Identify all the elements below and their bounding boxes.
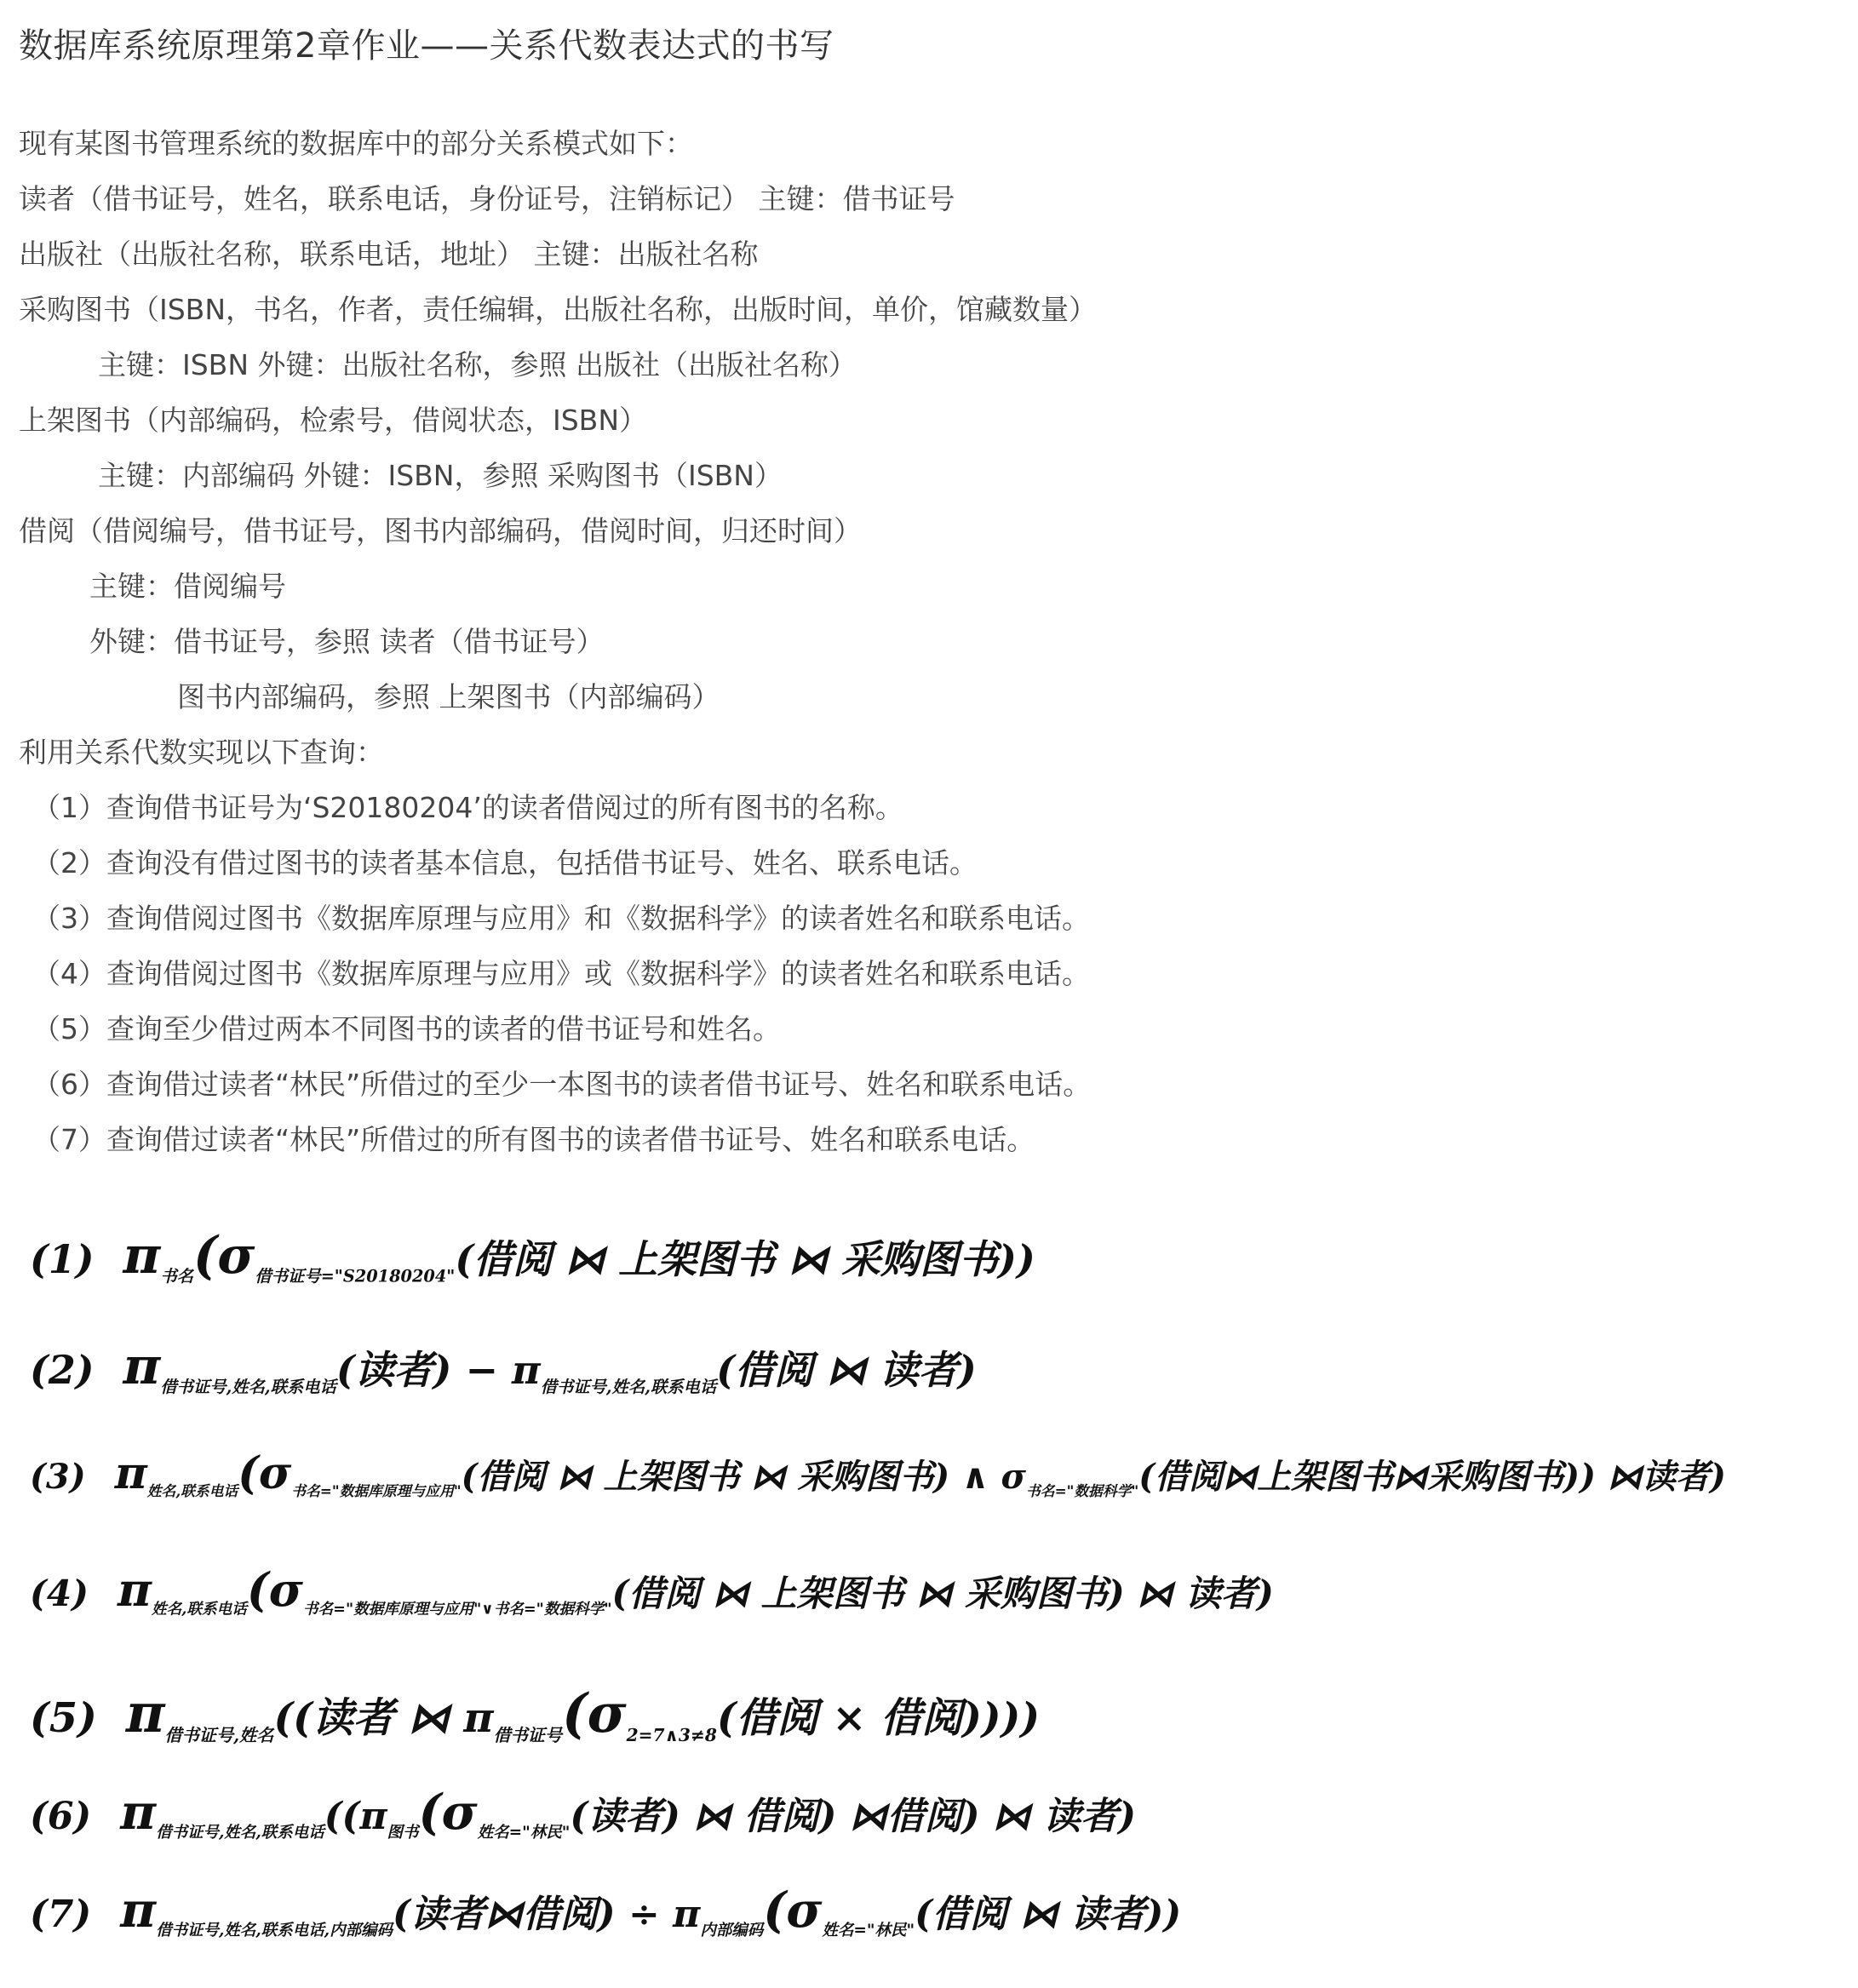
answer-5 [30,1681,1040,1746]
answer-4-number: (4) [30,1573,89,1614]
answer-3-part3: (借阅⋈上架图书⋈采购图书)) ⋈读者) [1138,1457,1726,1497]
intro-text: 现有某图书管理系统的数据库中的部分关系模式如下： [19,127,693,160]
schema-shelved-keys: 主键：内部编码 外键：ISBN，参照 采购图书（ISBN） [98,459,783,492]
answer-5-projection: 借书证号,姓名 [164,1725,274,1746]
answer-6-selection: 姓名="林民" [477,1824,571,1842]
schema-purchased: 采购图书（ISBN，书名，作者，责任编辑，出版社名称，出版时间，单价，馆藏数量） [19,293,1098,326]
answer-4-part2: (借阅 ⋈ 上架图书 ⋈ 采购图书) ⋈ 读者) [611,1573,1274,1614]
answer-1-number: (1) [30,1236,95,1282]
answer-6-part2: (σ [418,1784,478,1841]
pi-symbol: π [114,1447,147,1499]
answer-3-part1: (σ [238,1447,292,1499]
schema-borrow-fk1: 外键：借书证号，参照 读者（借书证号） [89,625,605,658]
answer-3-projection: 姓名,联系电话 [146,1482,238,1500]
schema-purchased-keys: 主键：ISBN 外键：出版社名称，参照 出版社（出版社名称） [98,348,857,381]
pi-symbol: π [123,1226,161,1286]
answer-1 [30,1226,1035,1287]
answer-1-projection: 书名 [160,1266,193,1286]
answer-7-part1: (读者⋈借阅) ÷ π [392,1893,701,1936]
question-3: （3）查询借阅过图书《数据库原理与应用》和《数据科学》的读者姓名和联系电话。 [32,902,1090,935]
question-1: （1）查询借书证号为‘S20180204’的读者借阅过的所有图书的名称。 [32,791,903,824]
query-intro: 利用关系代数实现以下查询： [19,736,384,769]
answer-5-projection2: 借书证号 [493,1725,563,1746]
answer-5-selection: 2=7∧3≠8 [626,1725,717,1746]
answer-7 [30,1882,1181,1940]
pi-symbol: π [125,1681,165,1745]
answer-6-part3: (读者) ⋈ 借阅) ⋈借阅) ⋈ 读者) [570,1795,1137,1838]
answer-5-part3: (借阅 × 借阅)))) [716,1694,1041,1742]
pi-symbol: π [120,1784,157,1841]
schema-borrow: 借阅（借阅编号，借书证号，图书内部编码，借阅时间，归还时间） [19,514,862,547]
pi-symbol: π [117,1562,152,1617]
schema-borrow-fk2: 图书内部编码，参照 上架图书（内部编码） [177,680,720,713]
answer-3-number: (3) [30,1457,86,1497]
question-7: （7）查询借过读者“林民”所借过的所有图书的读者借书证号、姓名和联系电话。 [32,1123,1035,1156]
answer-2 [30,1337,977,1398]
answer-2-projection: 借书证号,姓名,联系电话 [160,1377,336,1397]
answer-2-projection2: 借书证号,姓名,联系电话 [540,1377,717,1397]
answer-1-part1: (σ [192,1226,255,1286]
schema-borrow-pk: 主键：借阅编号 [89,570,286,603]
answer-1-part2: (借阅 ⋈ 上架图书 ⋈ 采购图书)) [455,1236,1035,1282]
answer-6-part1: ((π [324,1795,387,1838]
pi-symbol: π [120,1882,157,1939]
answer-4-projection: 姓名,联系电话 [151,1600,247,1618]
answer-6 [30,1784,1136,1842]
answer-3 [30,1447,1726,1500]
schema-shelved: 上架图书（内部编码，检索号，借阅状态，ISBN） [19,404,648,437]
answer-7-part2: (σ [763,1882,823,1939]
answer-7-part3: (借阅 ⋈ 读者)) [915,1893,1182,1936]
answer-5-number: (5) [30,1694,97,1742]
answer-6-projection2: 图书 [387,1824,419,1842]
answer-7-projection2: 内部编码 [700,1922,764,1940]
document-title: 数据库系统原理第2章作业——关系代数表达式的书写 [19,26,834,66]
pi-symbol: π [123,1337,161,1396]
question-2: （2）查询没有借过图书的读者基本信息，包括借书证号、姓名、联系电话。 [32,846,978,879]
question-5: （5）查询至少借过两本不同图书的读者的借书证号和姓名。 [32,1012,781,1046]
answer-6-projection: 借书证号,姓名,联系电话 [156,1824,324,1842]
answer-2-part1: (读者) − π [335,1347,541,1393]
answer-3-selection1: 书名="数据库原理与应用" [291,1482,462,1500]
schema-publisher: 出版社（出版社名称，联系电话，地址） 主键：出版社名称 [19,238,759,271]
answer-2-number: (2) [30,1347,95,1393]
question-4: （4）查询借阅过图书《数据库原理与应用》或《数据科学》的读者姓名和联系电话。 [32,957,1090,990]
answer-5-part1: ((读者 ⋈ π [273,1694,494,1742]
answer-5-part2: (σ [562,1681,627,1745]
answer-1-selection: 借书证号="S20180204" [255,1266,456,1286]
answer-4 [30,1562,1274,1619]
answer-4-part1: (σ [246,1562,303,1617]
answer-7-projection: 借书证号,姓名,联系电话,内部编码 [156,1922,393,1940]
answer-6-number: (6) [30,1795,92,1838]
answer-3-selection2: 书名="数据科学" [1026,1482,1139,1500]
schema-reader: 读者（借书证号，姓名，联系电话，身份证号，注销标记） 主键：借书证号 [19,182,955,215]
answer-3-part2: (借阅 ⋈ 上架图书 ⋈ 采购图书) ∧ σ [461,1457,1026,1497]
answer-2-part2: (借阅 ⋈ 读者) [716,1347,977,1393]
question-6: （6）查询借过读者“林民”所借过的至少一本图书的读者借书证号、姓名和联系电话。 [32,1068,1092,1101]
answer-7-number: (7) [30,1893,92,1936]
answer-7-selection: 姓名="林民" [822,1922,915,1940]
answer-4-selection: 书名="数据库原理与应用"∨书名="数据科学" [302,1600,612,1618]
